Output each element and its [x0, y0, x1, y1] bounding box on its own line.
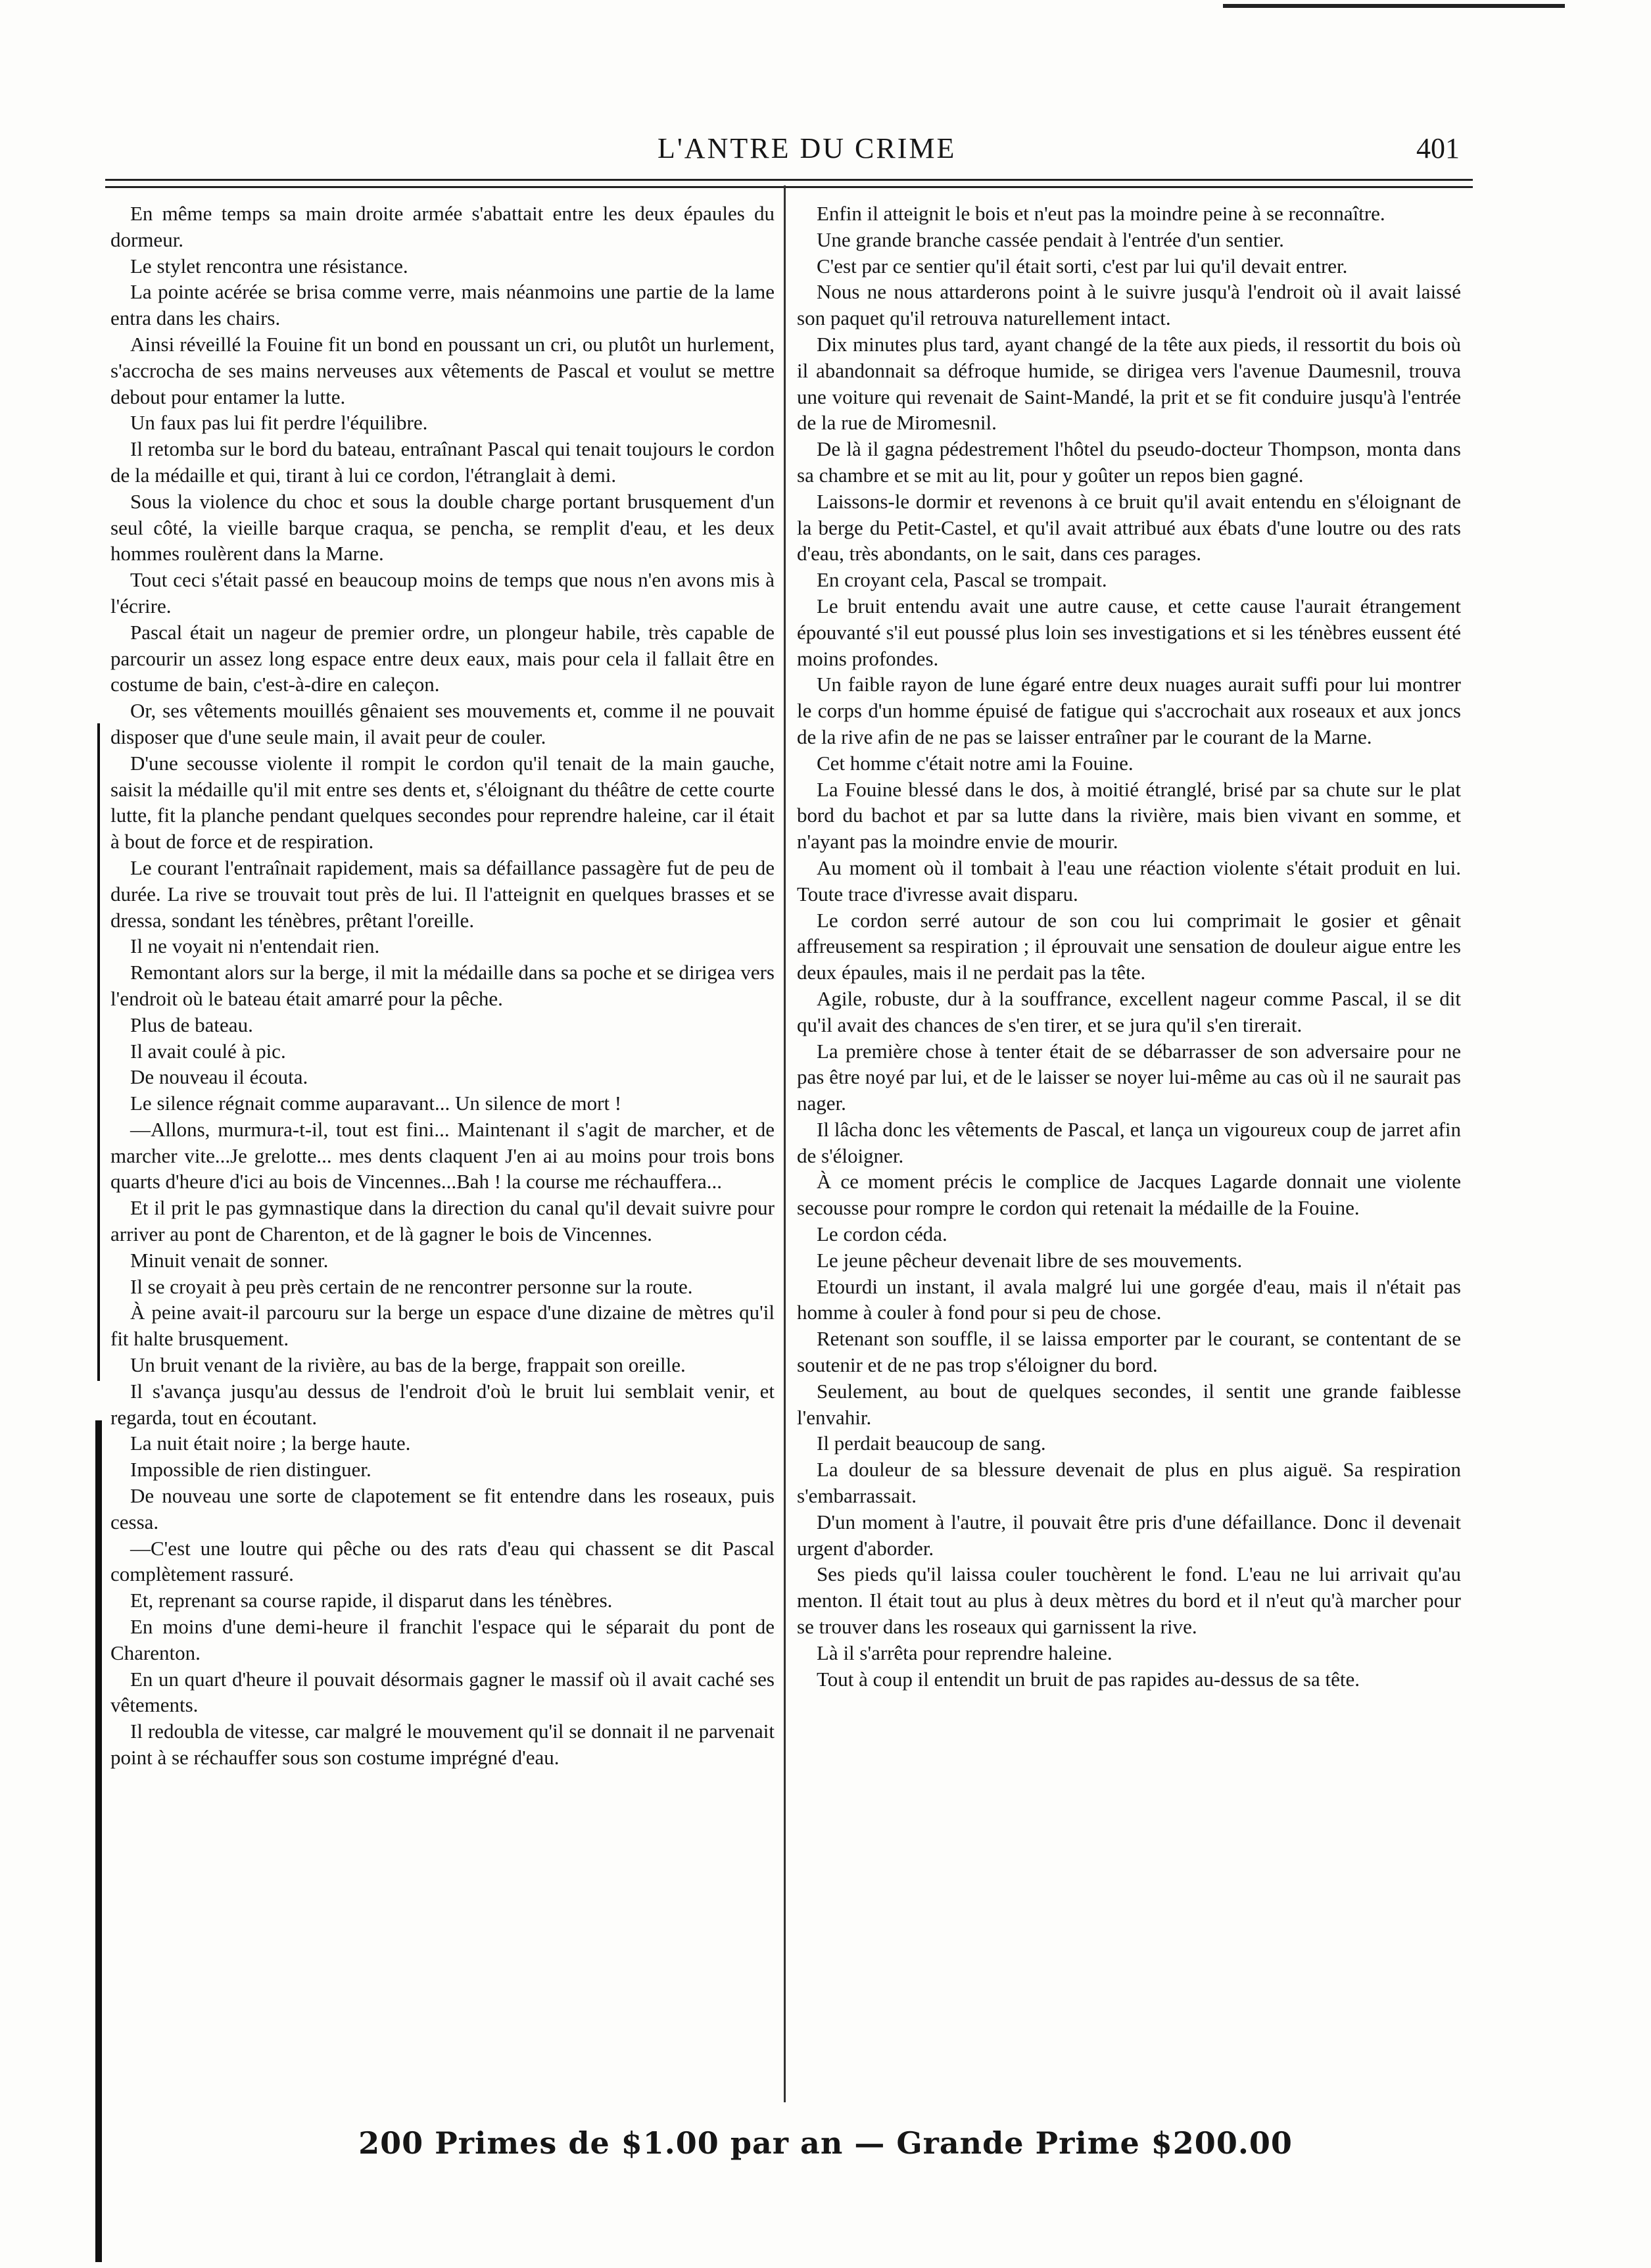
- paragraph: Dix minutes plus tard, ayant changé de la tête aux pieds, il ressortit du bois où il abandonnait sa défroque humide, se dirigea vers l'avenue Daumesnil, trouva une voiture qui revenait de Saint-Mandé, la prit et se fit conduire jusqu'à l'entrée de la rue de Miromesnil.: [797, 332, 1461, 435]
- paragraph: Laissons-le dormir et revenons à ce bruit qu'il avait entendu en s'éloignant de la berge du Petit-Castel, et qu'il avait attribué aux ébats d'une loutre ou des rats d'eau, très abondants, on le sait, dans ces parages.: [797, 489, 1461, 566]
- paragraph: Il se croyait à peu près certain de ne rencontrer personne sur la route.: [130, 1274, 693, 1298]
- paragraph: Le cordon serré autour de son cou lui comprimait le gosier et gênait affreusement sa respiration ; il éprouvait une sensation de douleur aigue entre les deux épaules, mais il ne perdait pas la tête.: [797, 908, 1461, 984]
- paragraph: Cet homme c'était notre ami la Fouine.: [817, 751, 1134, 775]
- paragraph: Minuit venait de sonner.: [130, 1248, 329, 1272]
- paragraph: Un faux pas lui fit perdre l'équilibre.: [130, 411, 428, 435]
- paragraph: Il redoubla de vitesse, car malgré le mouvement qu'il se donnait il ne parvenait point à se réchauffer sous son costume imprégné d'eau.: [110, 1720, 775, 1770]
- paragraph: Et, reprenant sa course rapide, il disparut dans les ténèbres.: [130, 1589, 613, 1612]
- paragraph: En croyant cela, Pascal se trompait.: [817, 568, 1107, 592]
- paragraph: De là il gagna pédestrement l'hôtel du pseudo-docteur Thompson, monta dans sa chambre et se mit au lit, pour y goûter un repos bien gagné.: [797, 437, 1461, 487]
- paragraph: Remontant alors sur la berge, il mit la médaille dans sa poche et se dirigea vers l'endroit où le bateau était amarré pour la pêche.: [110, 961, 775, 1010]
- paragraph: Un faible rayon de lune égaré entre deux nuages aurait suffi pour lui montrer le corps d'un homme épuisé de fatigue qui s'accrochait aux roseaux et aux joncs de la rive afin de ne pas se laisser entraîner par le courant de la Marne.: [797, 673, 1461, 748]
- paragraph: Il perdait beaucoup de sang.: [817, 1432, 1046, 1455]
- paragraph: Ainsi réveillé la Fouine fit un bond en poussant un cri, ou plutôt un hurlement, s'accrocha de ses mains nerveuses aux vêtements de Pascal et voulut se mettre debout pour entamer la lutte.: [110, 332, 775, 408]
- paragraph: —C'est une loutre qui pêche ou des rats d'eau qui chassent se dit Pascal complètement rassuré.: [110, 1536, 775, 1586]
- paragraph: Tout ceci s'était passé en beaucoup moins de temps que nous n'en avons mis à l'écrire.: [110, 568, 775, 617]
- paragraph: La douleur de sa blessure devenait de plus en plus aiguë. Sa respiration s'embarrassait.: [797, 1458, 1461, 1508]
- paragraph: Retenant son souffle, il se laissa emporter par le courant, se contentant de se soutenir et de ne pas trop s'éloigner du bord.: [797, 1327, 1461, 1377]
- paragraph: Là il s'arrêta pour reprendre haleine.: [817, 1641, 1113, 1664]
- left-column: [110, 201, 775, 1771]
- paragraph: Le cordon céda.: [817, 1222, 947, 1246]
- paragraph: Un bruit venant de la rivière, au bas de la berge, frappait son oreille.: [130, 1353, 686, 1377]
- paragraph: En même temps sa main droite armée s'abattait entre les deux épaules du dormeur.: [110, 202, 775, 251]
- paragraph: Seulement, au bout de quelques secondes, il sentit une grande faiblesse l'envahir.: [797, 1379, 1461, 1429]
- paragraph: Etourdi un instant, il avala malgré lui une gorgée d'eau, mais il n'était pas homme à couler à fond pour si peu de chose.: [797, 1274, 1461, 1324]
- paragraph: Il retomba sur le bord du bateau, entraînant Pascal qui tenait toujours le cordon de la médaille et qui, tirant à lui ce cordon, l'étranglait à demi.: [110, 437, 775, 487]
- paragraph: Pascal était un nageur de premier ordre, un plongeur habile, très capable de parcourir un assez long espace entre deux eaux, mais pour cela il fallait être en costume de bain, c'est-à-dire en caleçon.: [110, 620, 775, 696]
- paragraph: En moins d'une demi-heure il franchit l'espace qui le séparait du pont de Charenton.: [110, 1615, 775, 1664]
- paragraph: Et il prit le pas gymnastique dans la direction du canal qu'il devait suivre pour arriver au pont de Charenton, et de là gagner le bois de Vincennes.: [110, 1196, 775, 1246]
- header-rule: [105, 179, 1473, 188]
- paragraph: Il s'avança jusqu'au dessus de l'endroit d'où le bruit lui semblait venir, et regarda, tout en écoutant.: [110, 1379, 775, 1429]
- paragraph: La Fouine blessé dans le dos, à moitié étranglé, brisé par sa chute sur le plat bord du bachot et par sa lutte dans la rivière, mais bien vivant en somme, et n'ayant pas la moindre envie de mourir.: [797, 777, 1461, 854]
- paragraph: Tout à coup il entendit un bruit de pas rapides au-dessus de sa tête.: [817, 1667, 1360, 1691]
- paragraph: Il ne voyait ni n'entendait rien.: [130, 934, 380, 958]
- paragraph: À peine avait-il parcouru sur la berge un espace d'une dizaine de mètres qu'il fit halte brusquement.: [110, 1301, 775, 1351]
- margin-mark: [97, 723, 100, 1381]
- paragraph: D'un moment à l'autre, il pouvait être pris d'une défaillance. Donc il devenait urgent d'aborder.: [797, 1510, 1461, 1560]
- paragraph: Agile, robuste, dur à la souffrance, excellent nageur comme Pascal, il se dit qu'il avait des chances de s'en tirer, et se jura qu'il s'en tirerait.: [797, 986, 1461, 1036]
- paragraph: De nouveau il écouta.: [130, 1065, 308, 1089]
- paragraph: Nous ne nous attarderons point à le suivre jusqu'à l'endroit où il avait laissé son paquet qu'il retrouva naturellement intact.: [797, 280, 1461, 330]
- paragraph: La première chose à tenter était de se débarrasser de son adversaire pour ne pas être noyé par lui, et de le laisser se noyer lui-même au cas où il ne saurait pas nager.: [797, 1039, 1461, 1115]
- paragraph: Le jeune pêcheur devenait libre de ses mouvements.: [817, 1248, 1243, 1272]
- footer-banner: 200 Primes de $1.00 par an — Grande Prime $200.00: [358, 2125, 1293, 2161]
- top-edge-rule: [1223, 4, 1565, 8]
- paragraph: —Allons, murmura-t-il, tout est fini... Maintenant il s'agit de marcher, et de marcher vite...Je grelotte... mes dents claquent J'en ai au moins pour trois bons quarts d'heure d'ici au bois de Vincennes...Bah ! la course me réchauffera...: [110, 1117, 775, 1194]
- paragraph: Au moment où il tombait à l'eau une réaction violente s'était produit en lui. Toute trace d'ivresse avait disparu.: [797, 856, 1461, 905]
- paragraph: La pointe acérée se brisa comme verre, mais néanmoins une partie de la lame entra dans les chairs.: [110, 280, 775, 330]
- paragraph: Or, ses vêtements mouillés gênaient ses mouvements et, comme il ne pouvait disposer que d'une seule main, il avait peur de couler.: [110, 699, 775, 748]
- paragraph: En un quart d'heure il pouvait désormais gagner le massif où il avait caché ses vêtements.: [110, 1667, 775, 1717]
- paragraph: Une grande branche cassée pendait à l'entrée d'un sentier.: [817, 228, 1284, 251]
- paragraph: Il avait coulé à pic.: [130, 1039, 286, 1063]
- paragraph: Impossible de rien distinguer.: [130, 1458, 371, 1482]
- running-title: L'ANTRE DU CRIME: [658, 132, 957, 164]
- paragraph: Plus de bateau.: [130, 1013, 253, 1036]
- paragraph: Ses pieds qu'il laissa couler touchèrent le fond. L'eau ne lui arrivait qu'au menton. Il était tout au plus à deux mètres du bord et il n'eut qu'à marcher pour se trouver dans les roseaux qui garnissent la rive.: [797, 1562, 1461, 1639]
- right-column: [797, 201, 1461, 1692]
- paragraph: Le stylet rencontra une résistance.: [130, 254, 408, 277]
- paragraph: D'une secousse violente il rompit le cordon qu'il tenait de la main gauche, saisit la médaille qu'il mit entre ses dents et, s'éloignant du théâtre de cette courte lutte, fit la planche pendant quelques secondes pour reprendre haleine, car il était à bout de force et de respiration.: [110, 751, 775, 854]
- paragraph: C'est par ce sentier qu'il était sorti, c'est par lui qu'il devait entrer.: [817, 254, 1348, 277]
- paragraph: De nouveau une sorte de clapotement se fit entendre dans les roseaux, puis cessa.: [110, 1484, 775, 1533]
- page-header: [105, 132, 1460, 178]
- paragraph: Le silence régnait comme auparavant... Un silence de mort !: [130, 1092, 622, 1115]
- paragraph: La nuit était noire ; la berge haute.: [130, 1432, 411, 1455]
- page-number: 401: [1416, 132, 1460, 164]
- paragraph: Il lâcha donc les vêtements de Pascal, et lança un vigoureux coup de jarret afin de s'éloigner.: [797, 1117, 1461, 1167]
- paragraph: À ce moment précis le complice de Jacques Lagarde donnait une violente secousse pour rompre le cordon qui retenait la médaille de la Fouine.: [797, 1170, 1461, 1220]
- paragraph: Le courant l'entraînait rapidement, mais sa défaillance passagère fut de peu de durée. La rive se trouvait tout près de lui. Il l'atteignit en quelques brasses et se dressa, sondant les ténèbres, prêtant l'oreille.: [110, 856, 775, 932]
- paragraph: Sous la violence du choc et sous la double charge portant brusquement d'un seul côté, la vieille barque craqua, se pencha, se remplit d'eau, et les deux hommes roulèrent dans la Marne.: [110, 489, 775, 566]
- column-divider: [784, 185, 786, 2102]
- paragraph: Le bruit entendu avait une autre cause, et cette cause l'aurait étrangement épouvanté s'il eut poussé plus loin ses investigations et si les ténèbres eussent été moins profondes.: [797, 594, 1461, 670]
- paragraph: Enfin il atteignit le bois et n'eut pas la moindre peine à se reconnaître.: [817, 202, 1385, 225]
